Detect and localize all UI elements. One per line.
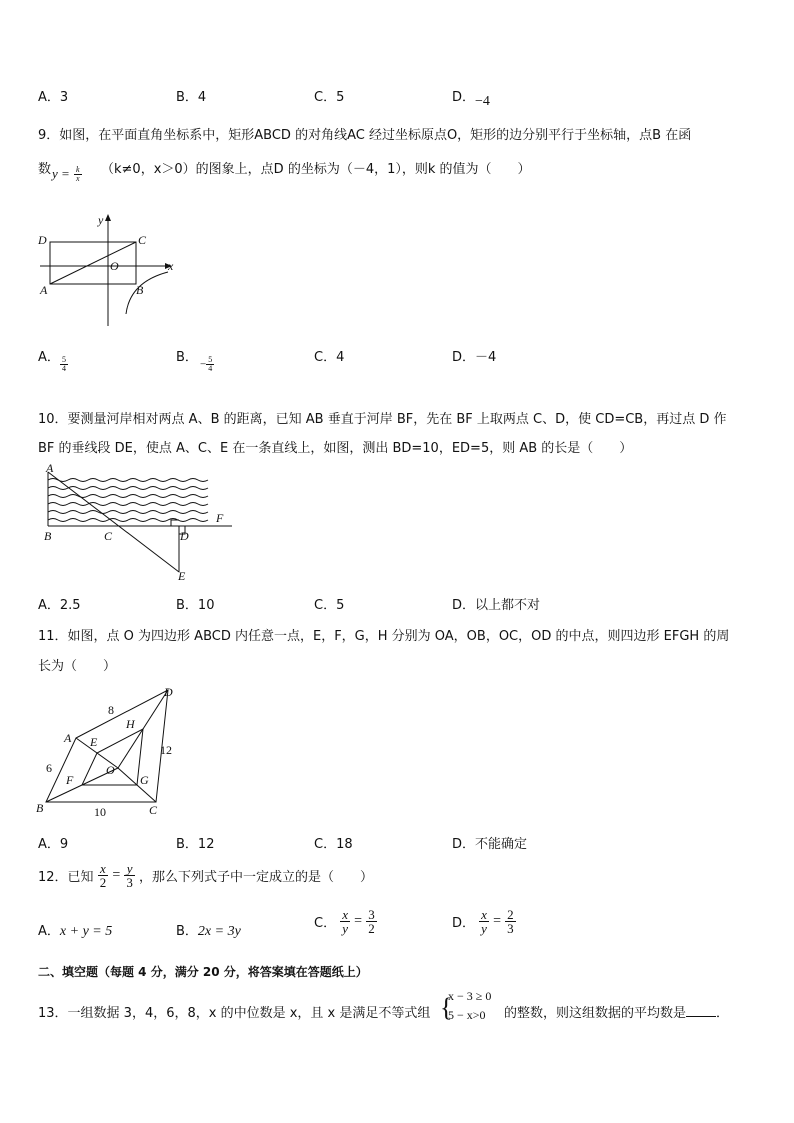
q11-label-b: B bbox=[36, 801, 44, 815]
q12-option-b: B．2x = 3y bbox=[176, 924, 241, 939]
q11-label-g: G bbox=[140, 773, 149, 787]
q9-figure bbox=[30, 210, 190, 332]
q13-inequality-1: x − 3 ≥ 0 bbox=[448, 989, 492, 1003]
q10-right-angle-mark-top bbox=[171, 520, 179, 526]
q11-length-bc: 10 bbox=[94, 805, 106, 819]
q9-option-d: D．－4 bbox=[452, 350, 497, 365]
q10-option-d: D．以上都不对 bbox=[452, 598, 541, 613]
q12-option-c: C． $\frac{x}{y}$ = $\frac{3}{2}$ bbox=[314, 907, 375, 936]
q9-label-x: x bbox=[168, 259, 174, 273]
q10-label-a: A bbox=[46, 461, 54, 475]
q9-y-arrow bbox=[105, 214, 111, 221]
q11-option-b: B．12 bbox=[176, 837, 215, 852]
q11-length-ab: 6 bbox=[46, 761, 52, 775]
q10-label-f: F bbox=[216, 511, 224, 525]
q10-figure bbox=[36, 460, 236, 584]
q10-option-b: B．10 bbox=[176, 598, 215, 613]
q13-brace: { bbox=[440, 993, 453, 1022]
q11-label-h: H bbox=[126, 717, 135, 731]
q10-option-a: A．2.5 bbox=[38, 598, 81, 613]
q9-option-b-value: − $\frac{5}{4}$ bbox=[200, 355, 213, 373]
q9-label-b: B bbox=[136, 283, 144, 297]
q11-length-ad: 8 bbox=[108, 703, 114, 717]
q8-option-a: A．3 bbox=[38, 90, 69, 105]
q11-label-f: F bbox=[66, 773, 74, 787]
q9-option-a: A． bbox=[38, 350, 60, 365]
q8-option-d: D．−4 bbox=[452, 90, 490, 109]
q11-label-e: E bbox=[90, 735, 98, 749]
q10-option-c: C．5 bbox=[314, 598, 345, 613]
q11-stem-line2: 长为（ ） bbox=[38, 659, 117, 674]
q9-option-c: C．4 bbox=[314, 350, 345, 365]
q10-stem-line1: 10．要测量河岸相对两点 A、B 的距离，已知 AB 垂直于河岸 BF，先在 BF 上取两点 C、D，使 CD=CB，再过点 D 作 bbox=[38, 412, 727, 427]
q10-label-b: B bbox=[44, 529, 52, 543]
q11-label-o: O bbox=[106, 763, 115, 777]
q9-label-o: O bbox=[110, 259, 119, 273]
q11-label-c: C bbox=[149, 803, 158, 817]
q9-diagonal-ac bbox=[50, 242, 136, 284]
q10-label-c: C bbox=[104, 529, 113, 543]
section-2-heading: 二、填空题（每题 4 分，满分 20 分，将答案填在答题纸上） bbox=[38, 965, 368, 979]
q13-inequality-2: 5 − x>0 bbox=[448, 1008, 486, 1022]
q10-label-e: E bbox=[178, 569, 186, 583]
q9-label-d: D bbox=[38, 233, 47, 247]
q12-option-a: A．x + y = 5 bbox=[38, 924, 113, 939]
q13-answer-blank bbox=[686, 1004, 716, 1017]
q11-label-d: D bbox=[164, 685, 173, 699]
q9-option-b: B． bbox=[176, 350, 198, 365]
q8-option-c: C．5 bbox=[314, 90, 345, 105]
q9-label-c: C bbox=[138, 233, 147, 247]
q11-stem-line1: 11．如图，点 O 为四边形 ABCD 内任意一点，E，F，G，H 分别为 OA，OB，OC，OD 的中点，则四边形 EFGH 的周 bbox=[38, 629, 730, 644]
q11-option-d: D．不能确定 bbox=[452, 837, 528, 852]
q10-river-waves bbox=[48, 479, 208, 522]
q11-option-c: C．18 bbox=[314, 837, 353, 852]
q11-length-cd: 12 bbox=[160, 743, 172, 757]
q10-stem-line2: BF 的垂线段 DE，使点 A、C、E 在一条直线上，如图，测出 BD=10，ED=5，则 AB 的长是（ ） bbox=[38, 441, 633, 456]
q12-option-d: D． $\frac{x}{y}$ = $\frac{2}{3}$ bbox=[452, 907, 514, 936]
q9-option-a-value: $\frac{5}{4}$ bbox=[62, 355, 66, 373]
q9-hyperbola bbox=[126, 272, 168, 314]
q11-label-a: A bbox=[64, 731, 72, 745]
q9-stem-line2: 数 （k≠0，x＞0）的图象上，点D 的坐标为（－4，1），则k 的值为（ ） bbox=[38, 162, 531, 177]
q9-stem-line1: 9．如图，在平面直角坐标系中，矩形ABCD 的对角线AC 经过坐标原点O，矩形的边分别平行于坐标轴，点B 在函 bbox=[38, 128, 692, 143]
q8-option-b: B．4 bbox=[176, 90, 207, 105]
q11-figure bbox=[34, 680, 184, 820]
q11-option-a: A．9 bbox=[38, 837, 69, 852]
q9-label-y: y bbox=[98, 213, 104, 227]
q9-label-a: A bbox=[40, 283, 48, 297]
q9-function: y = $\frac{k}{x}$ bbox=[52, 165, 80, 183]
q12-stem: 12．已知 $\frac{x}{2}$ = $\frac{y}{3}$ ，那么下列式子中一定成立的是（ ） bbox=[38, 861, 374, 890]
q10-label-d: D bbox=[180, 529, 189, 543]
